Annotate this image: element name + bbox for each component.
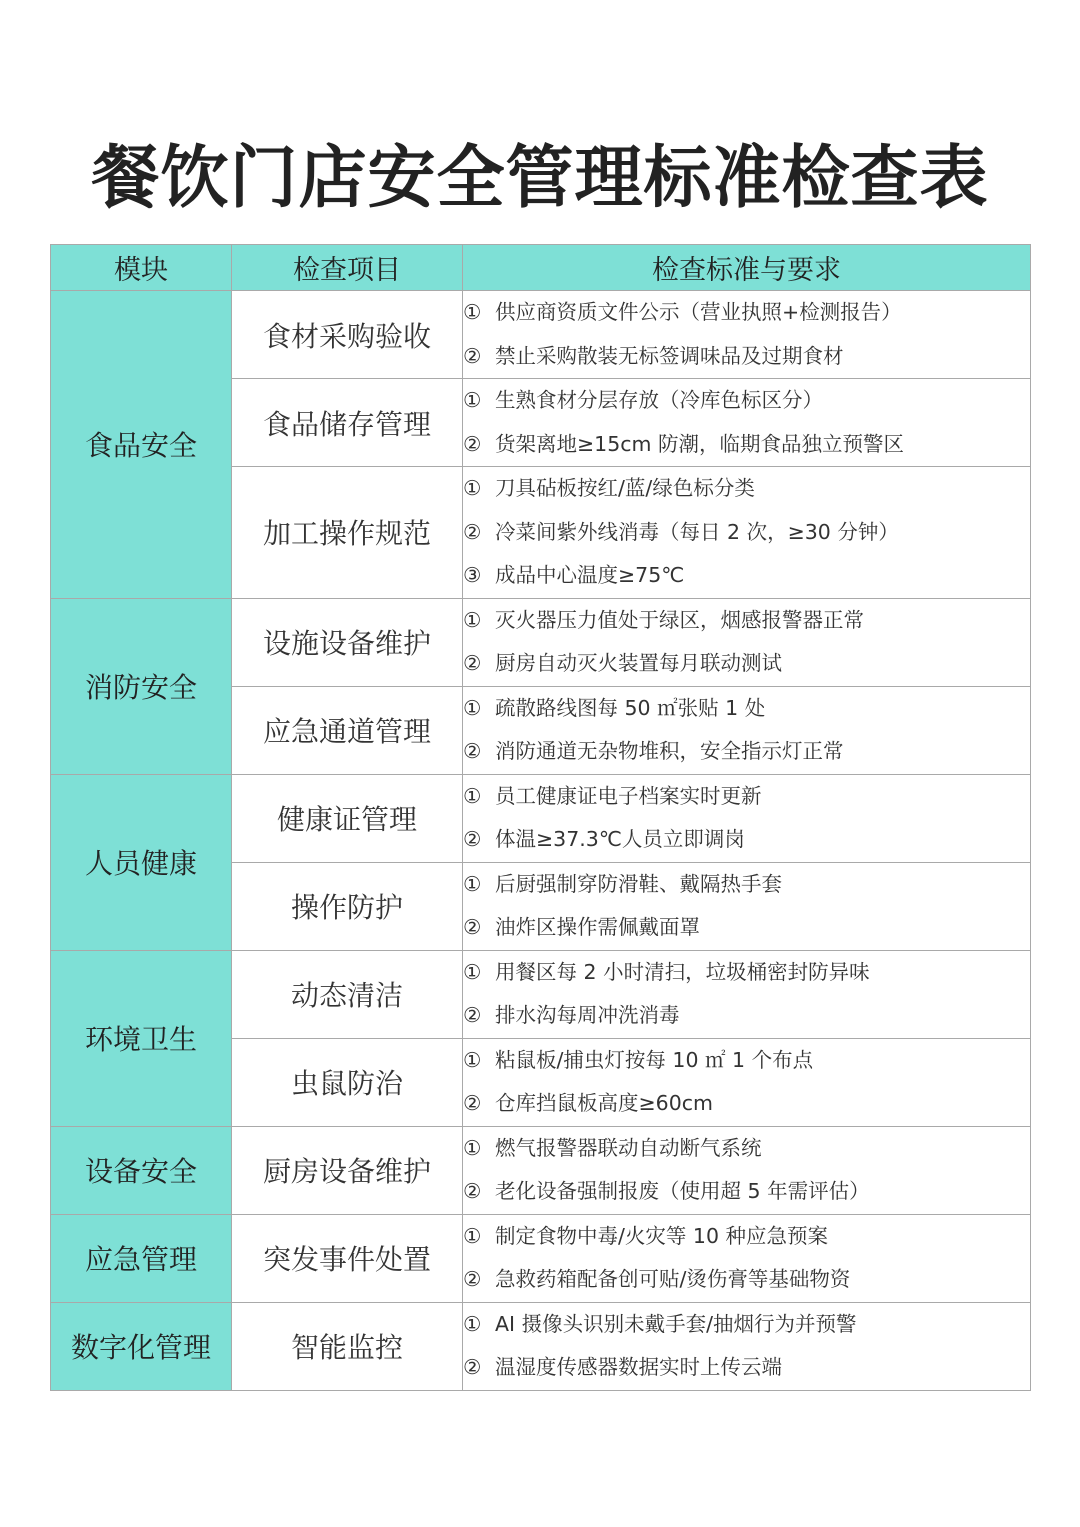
requirement-line — [463, 1303, 1030, 1347]
requirement-text: 粘鼠板/捕虫灯按每 10 ㎡ 1 个布点 — [495, 1047, 814, 1072]
check-item-cell: 食材采购验收 — [232, 291, 463, 379]
check-item-cell: 加工操作规范 — [232, 467, 463, 599]
requirement-text: 燃气报警器联动自动断气系统 — [495, 1135, 762, 1160]
requirement-number: ③ — [463, 563, 482, 587]
requirement-number: ② — [463, 1267, 482, 1291]
check-item-cell: 厨房设备维护 — [232, 1126, 463, 1214]
check-item-cell: 操作防护 — [232, 862, 463, 950]
requirement-number: ② — [463, 651, 482, 675]
module-cell: 数字化管理 — [51, 1302, 232, 1390]
requirement-number: ② — [463, 1355, 482, 1379]
requirement-number: ② — [463, 343, 482, 368]
requirement-text: 供应商资质文件公示（营业执照+检测报告） — [495, 300, 902, 324]
requirement-number: ① — [463, 607, 482, 632]
column-header-requirements: 检查标准与要求 — [463, 245, 1031, 291]
module-cell: 设备安全 — [51, 1126, 232, 1214]
requirement-text: 油炸区操作需佩戴面罩 — [495, 915, 700, 939]
module-cell: 食品安全 — [51, 291, 232, 599]
requirement-number: ① — [463, 1223, 482, 1248]
requirement-text: 生熟食材分层存放（冷库色标区分） — [495, 388, 823, 412]
requirement-line — [463, 511, 1030, 555]
requirement-text: 后厨强制穿防滑鞋、戴隔热手套 — [495, 871, 782, 896]
requirement-text: 刀具砧板按红/蓝/绿色标分类 — [495, 476, 755, 500]
requirement-text: 排水沟每周冲洗消毒 — [495, 1003, 680, 1027]
table-row — [51, 774, 1031, 862]
requirements-cell — [463, 1126, 1031, 1214]
requirements-cell — [463, 686, 1031, 774]
table-row — [51, 1214, 1031, 1302]
requirement-line — [463, 1346, 1030, 1390]
requirement-number: ① — [463, 871, 482, 896]
requirement-number: ② — [463, 1091, 482, 1115]
requirement-text: 成品中心温度≥75℃ — [495, 563, 685, 587]
check-item-cell: 智能监控 — [232, 1302, 463, 1390]
requirement-number: ② — [463, 915, 482, 939]
requirements-cell — [463, 467, 1031, 599]
requirements-cell — [463, 1038, 1031, 1126]
requirement-line — [463, 863, 1030, 907]
module-cell: 人员健康 — [51, 774, 232, 950]
requirement-text: 冷菜间紫外线消毒（每日 2 次，≥30 分钟） — [495, 519, 899, 544]
requirement-text: 用餐区每 2 小时清扫，垃圾桶密封防异味 — [495, 959, 870, 984]
requirement-line — [463, 1258, 1030, 1302]
requirement-number: ② — [463, 1179, 482, 1203]
requirement-text: 急救药箱配备创可贴/烫伤膏等基础物资 — [495, 1267, 851, 1291]
requirement-text: 货架离地≥15cm 防潮，临期食品独立预警区 — [495, 431, 905, 456]
requirement-number: ② — [463, 827, 482, 851]
requirement-line — [463, 687, 1030, 731]
check-item-cell: 食品储存管理 — [232, 379, 463, 467]
requirement-number: ① — [463, 783, 482, 808]
requirements-cell — [463, 291, 1031, 379]
table-body — [51, 291, 1031, 1391]
requirement-line — [463, 775, 1030, 819]
requirement-text: 体温≥37.3℃人员立即调岗 — [495, 827, 745, 851]
requirement-number: ① — [463, 1047, 482, 1072]
column-header-module: 模块 — [51, 245, 232, 291]
requirement-line — [463, 1039, 1030, 1083]
requirement-text: 员工健康证电子档案实时更新 — [495, 783, 762, 808]
requirement-number: ① — [463, 300, 482, 324]
requirements-cell — [463, 598, 1031, 686]
check-item-cell: 设施设备维护 — [232, 598, 463, 686]
table-row — [51, 598, 1031, 686]
table-row — [51, 1126, 1031, 1214]
requirement-number: ② — [463, 1003, 482, 1027]
table-row — [51, 1302, 1031, 1390]
requirement-number: ② — [463, 739, 482, 763]
requirements-cell — [463, 862, 1031, 950]
check-item-cell: 虫鼠防治 — [232, 1038, 463, 1126]
requirement-line — [463, 906, 1030, 950]
module-cell: 应急管理 — [51, 1214, 232, 1302]
requirement-number: ① — [463, 388, 482, 412]
checklist-table — [50, 244, 1031, 1391]
requirement-line — [463, 730, 1030, 774]
table-row — [51, 291, 1031, 379]
page-title: 餐饮门店安全管理标准检查表 — [91, 138, 989, 218]
requirement-text: 疏散路线图每 50 ㎡张贴 1 处 — [495, 695, 766, 720]
module-cell: 环境卫生 — [51, 950, 232, 1126]
requirement-line — [463, 1215, 1030, 1259]
requirement-text: 制定食物中毒/火灾等 10 种应急预案 — [495, 1223, 829, 1248]
requirement-line — [463, 1082, 1030, 1126]
table-header-row — [51, 245, 1031, 291]
requirement-number: ① — [463, 959, 482, 984]
requirement-text: 禁止采购散装无标签调味品及过期食材 — [495, 343, 844, 368]
requirement-line — [463, 818, 1030, 862]
check-item-cell: 应急通道管理 — [232, 686, 463, 774]
requirement-line — [463, 467, 1030, 511]
requirement-text: 温湿度传感器数据实时上传云端 — [495, 1355, 782, 1379]
requirement-line — [463, 335, 1030, 379]
requirement-line — [463, 291, 1030, 335]
column-header-item: 检查项目 — [232, 245, 463, 291]
requirement-number: ① — [463, 1311, 482, 1336]
module-cell: 消防安全 — [51, 598, 232, 774]
requirement-number: ① — [463, 476, 482, 500]
requirement-number: ② — [463, 519, 482, 544]
requirement-line — [463, 379, 1030, 423]
requirement-line — [463, 1127, 1030, 1171]
requirement-text: AI 摄像头识别未戴手套/抽烟行为并预警 — [495, 1311, 857, 1336]
requirement-line — [463, 1170, 1030, 1214]
requirement-number: ① — [463, 695, 482, 720]
requirement-number: ① — [463, 1135, 482, 1160]
requirement-line — [463, 599, 1030, 643]
requirement-text: 灭火器压力值处于绿区，烟感报警器正常 — [495, 607, 864, 632]
requirement-line — [463, 951, 1030, 995]
requirement-line — [463, 994, 1030, 1038]
check-item-cell: 动态清洁 — [232, 950, 463, 1038]
requirements-cell — [463, 379, 1031, 467]
requirement-line — [463, 554, 1030, 598]
requirements-cell — [463, 774, 1031, 862]
requirement-text: 仓库挡鼠板高度≥60cm — [495, 1091, 714, 1115]
check-item-cell: 健康证管理 — [232, 774, 463, 862]
requirements-cell — [463, 1214, 1031, 1302]
requirement-line — [463, 423, 1030, 467]
requirements-cell — [463, 1302, 1031, 1390]
check-item-cell: 突发事件处置 — [232, 1214, 463, 1302]
requirement-text: 消防通道无杂物堆积，安全指示灯正常 — [495, 739, 844, 763]
requirement-line — [463, 642, 1030, 686]
table-row — [51, 950, 1031, 1038]
requirement-text: 老化设备强制报废（使用超 5 年需评估） — [495, 1179, 870, 1203]
requirement-text: 厨房自动灭火装置每月联动测试 — [495, 651, 782, 675]
requirement-number: ② — [463, 431, 482, 456]
requirements-cell — [463, 950, 1031, 1038]
